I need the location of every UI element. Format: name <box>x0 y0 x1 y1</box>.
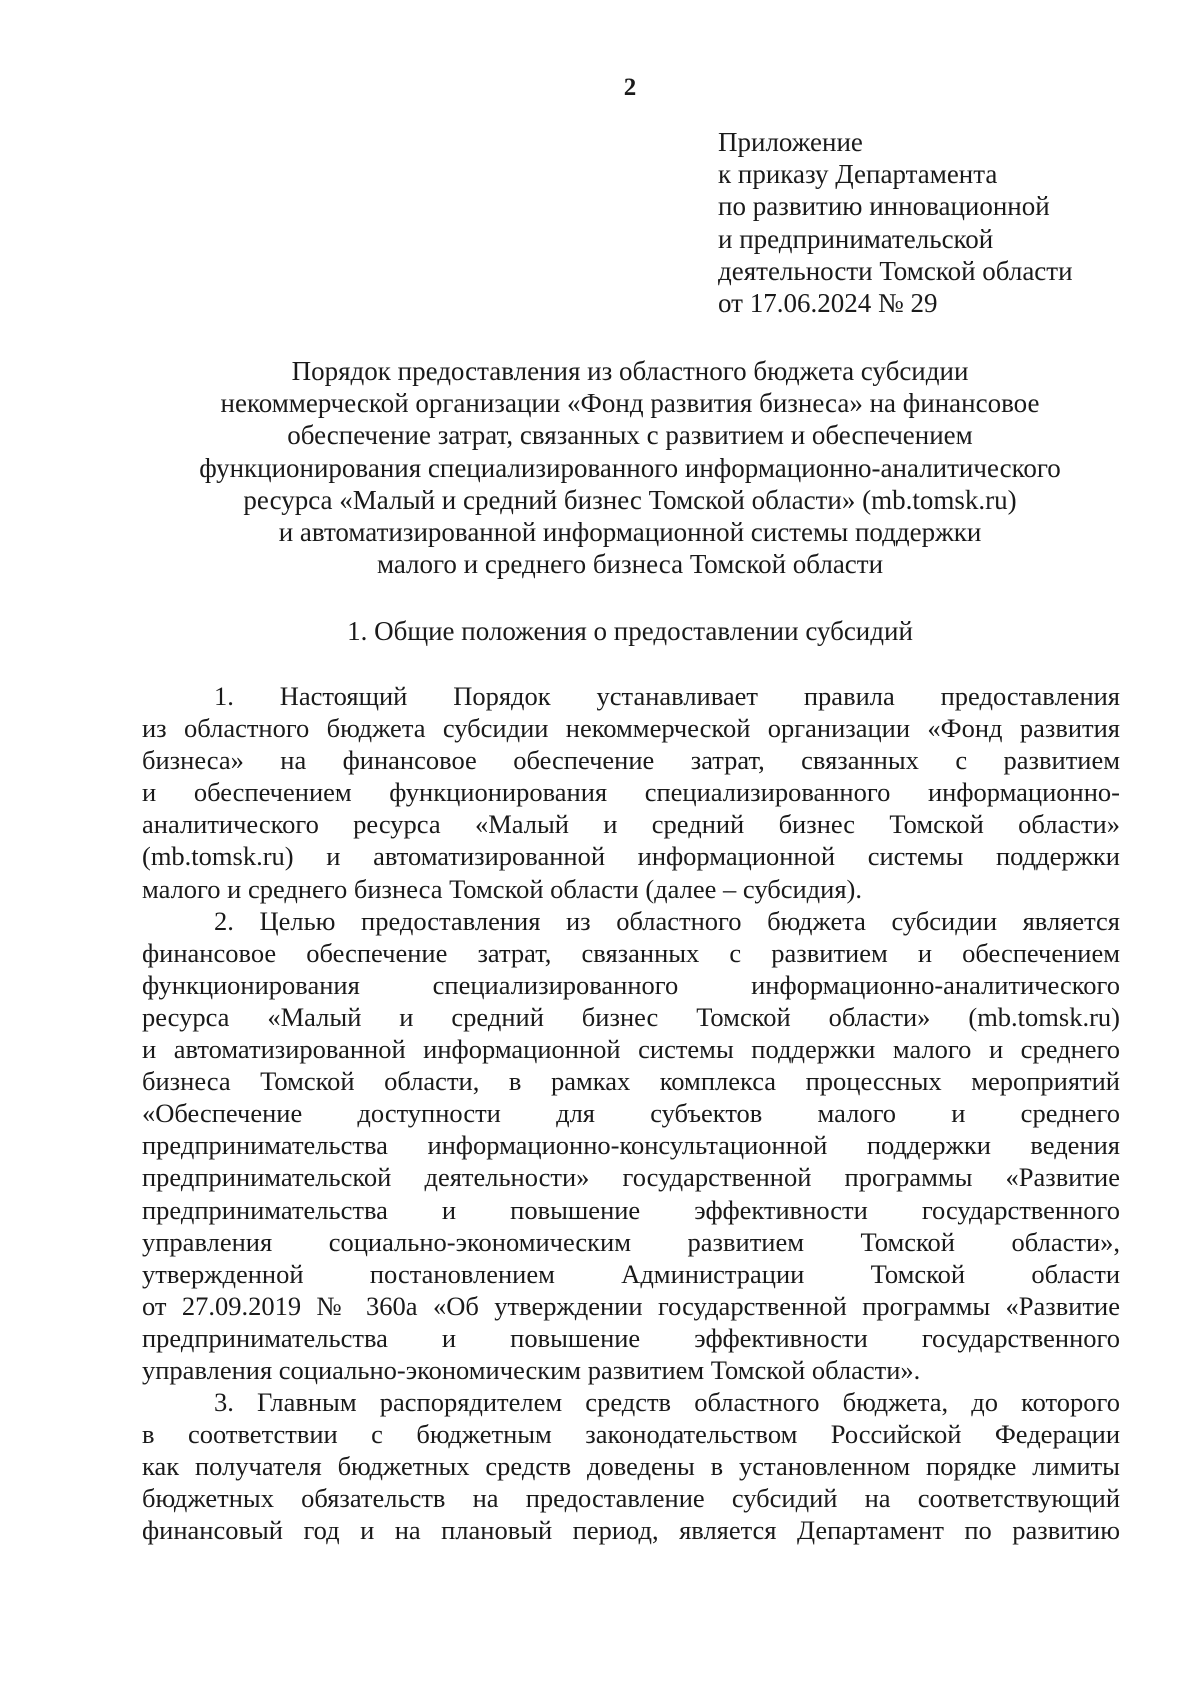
paragraph-line: утвержденной постановлением Администрации Томской области <box>142 1258 1120 1289</box>
paragraph-line: бизнеса Томской области, в рамках комплекса процессных мероприятий <box>142 1066 1120 1097</box>
paragraph-line: 1. Настоящий Порядок устанавливает правила предоставления <box>214 681 1120 711</box>
paragraph-line: предпринимательства и повышение эффективности государственного <box>142 1322 1120 1353</box>
paragraph-line: 2. Целью предоставления из областного бюджета субсидии является <box>214 905 1120 936</box>
paragraph-line: «Обеспечение доступности для субъектов малого и среднего <box>142 1098 1120 1129</box>
appendix-line: от 17.06.2024 № 29 <box>718 288 938 319</box>
paragraph-line: 3. Главным распорядителем средств областного бюджета, до которого <box>214 1387 1120 1418</box>
paragraph-line: предпринимательской деятельности» государственной программы «Развитие <box>142 1162 1120 1193</box>
title-line: обеспечение затрат, связанных с развитием и обеспечением <box>287 420 973 451</box>
paragraph-line: аналитического ресурса «Малый и средний бизнес Томской области» <box>142 809 1120 840</box>
paragraph-line: функционирования специализированного информационно-аналитического <box>142 969 1120 1000</box>
paragraph-line: бизнеса» на финансовое обеспечение затрат, связанных с развитием <box>142 745 1120 776</box>
appendix-line: по развитию инновационной <box>718 191 1050 222</box>
title-line: функционирования специализированного информационно-аналитического <box>199 452 1061 483</box>
paragraph-line: ресурса «Малый и средний бизнес Томской области» (mb.tomsk.ru) <box>142 1001 1120 1032</box>
title-line: и автоматизированной информационной системы поддержки <box>278 517 982 548</box>
section-heading: 1. Общие положения о предоставлении субсидий <box>347 616 913 646</box>
paragraph-line: бюджетных обязательств на предоставление субсидий на соответствующий <box>142 1483 1120 1514</box>
paragraph-3 <box>142 1386 1120 1546</box>
body-text <box>142 680 1120 1547</box>
paragraph-2 <box>142 905 1120 1386</box>
appendix-line: и предпринимательской <box>718 223 994 254</box>
paragraph-line: как получателя бюджетных средств доведены в установленном порядке лимиты <box>142 1451 1120 1482</box>
paragraph-line: и обеспечением функционирования специализированного информационно- <box>142 777 1120 808</box>
paragraph-line: управления социально-экономическим развитием Томской области», <box>142 1226 1120 1257</box>
paragraph-1 <box>142 680 1120 905</box>
paragraph-line: от 27.09.2019 № 360а «Об утверждении государственной программы «Развитие <box>142 1290 1120 1321</box>
title-line: некоммерческой организации «Фонд развития бизнеса» на финансовое <box>220 388 1040 419</box>
appendix-line: к приказу Департамента <box>718 159 998 190</box>
paragraph-line: предпринимательства информационно-консультационной поддержки ведения <box>142 1130 1120 1161</box>
paragraph-line: малого и среднего бизнеса Томской области (далее – субсидия). <box>142 873 862 904</box>
page-number: 2 <box>623 74 637 101</box>
document-title <box>150 355 1110 580</box>
paragraph-line: (mb.tomsk.ru) и автоматизированной информационной системы поддержки <box>142 841 1120 872</box>
title-line: ресурса «Малый и средний бизнес Томской области» (mb.tomsk.ru) <box>243 484 1017 515</box>
paragraph-line: финансовый год и на плановый период, является Департамент по развитию <box>142 1515 1120 1546</box>
paragraph-line: в соответствии с бюджетным законодательством Российской Федерации <box>142 1419 1120 1450</box>
appendix-line: Приложение <box>718 127 863 157</box>
paragraph-line: из областного бюджета субсидии некоммерческой организации «Фонд развития <box>142 713 1120 744</box>
appendix-block <box>718 126 1158 319</box>
paragraph-line: финансовое обеспечение затрат, связанных с развитием и обеспечением <box>142 937 1120 968</box>
appendix-line: деятельности Томской области <box>718 255 1073 286</box>
paragraph-line: управления социально-экономическим развитием Томской области». <box>142 1354 921 1385</box>
title-line: Порядок предоставления из областного бюджета субсидии <box>291 356 969 386</box>
title-line: малого и среднего бизнеса Томской области <box>376 549 884 580</box>
paragraph-line: и автоматизированной информационной системы поддержки малого и среднего <box>142 1034 1120 1065</box>
paragraph-line: предпринимательства и повышение эффективности государственного <box>142 1194 1120 1225</box>
